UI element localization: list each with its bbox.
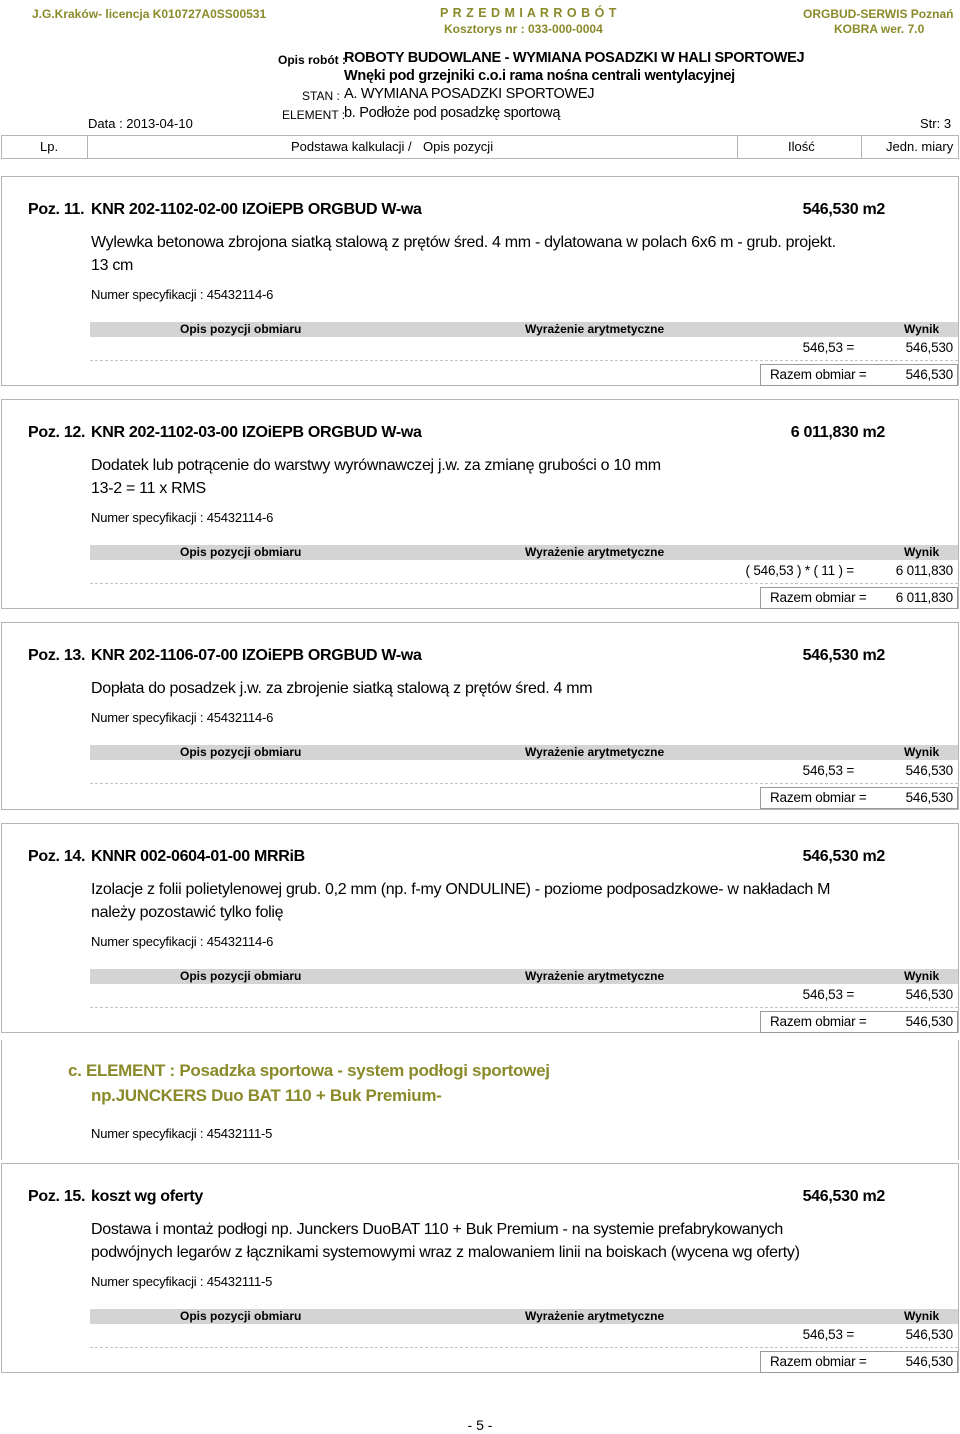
measurement-divider <box>90 1347 958 1348</box>
column-header-row <box>1 135 959 159</box>
measurement-divider <box>90 583 958 584</box>
kosztorys-number: Kosztorys nr : 033-000-0004 <box>444 22 603 36</box>
razem-label: Razem obmiar = <box>770 367 867 382</box>
item-description-2: podwójnych legarów z łącznikami systemowymi wraz z malowaniem linii na boiskach (wycena wg oferty) <box>91 1244 800 1261</box>
measurement-expression-header: Wyrażenie arytmetyczne <box>525 1309 665 1323</box>
item-spec-number: Numer specyfikacji : 45432114-6 <box>91 510 274 525</box>
item-description-2: 13-2 = 11 x RMS <box>91 480 206 497</box>
col-lp: Lp. <box>40 139 59 154</box>
razem-label: Razem obmiar = <box>770 1354 867 1369</box>
razem-label: Razem obmiar = <box>770 590 867 605</box>
measurement-opis-header: Opis pozycji obmiaru <box>180 745 302 759</box>
measurement-result-header: Wynik <box>904 545 940 559</box>
measurement-expression-header: Wyrażenie arytmetyczne <box>525 745 665 759</box>
element-label: ELEMENT : <box>282 108 346 122</box>
item-spec-number: Numer specyfikacji : 45432114-6 <box>91 710 274 725</box>
measurement-header <box>90 1309 958 1324</box>
company-name: ORGBUD-SERWIS Poznań <box>803 7 954 21</box>
measurement-result-header: Wynik <box>904 969 940 983</box>
item-code: KNR 202-1106-07-00 IZOiEPB ORGBUD W-wa <box>91 647 422 664</box>
element-value: b. Podłoże pod posadzkę sportową <box>344 105 561 121</box>
measurement-result: 546,530 <box>905 987 953 1002</box>
measurement-opis-header: Opis pozycji obmiaru <box>180 322 302 336</box>
section-c-subtitle: np.JUNCKERS Duo BAT 110 + Buk Premium- <box>91 1086 442 1105</box>
measurement-header <box>90 969 958 984</box>
item-description-2: należy pozostawić tylko folię <box>91 904 284 921</box>
opis-line-1: ROBOTY BUDOWLANE - WYMIANA POSADZKI W HALI SPORTOWEJ <box>344 50 805 66</box>
measurement-result: 6 011,830 <box>895 563 953 578</box>
measurement-header <box>90 322 958 337</box>
item-quantity: 546,530 m2 <box>802 1188 885 1205</box>
measurement-divider <box>90 360 958 361</box>
measurement-opis-header: Opis pozycji obmiaru <box>180 969 302 983</box>
measurement-result: 546,530 <box>905 340 953 355</box>
document-date: Data : 2013-04-10 <box>88 116 193 131</box>
software-version: KOBRA wer. 7.0 <box>834 22 925 36</box>
measurement-result: 546,530 <box>905 1327 953 1342</box>
stan-label: STAN : <box>302 89 340 103</box>
measurement-expression: 546,53 = <box>802 1327 854 1342</box>
section-c-spec: Numer specyfikacji : 45432111-5 <box>91 1126 273 1141</box>
item-poz: Poz. 14. <box>28 848 86 865</box>
razem-label: Razem obmiar = <box>770 790 867 805</box>
measurement-expression: 546,53 = <box>802 763 854 778</box>
item-code: KNNR 002-0604-01-00 MRRiB <box>91 848 305 865</box>
license-label: J.G.Kraków- licencja K010727A0SS00531 <box>32 7 267 21</box>
page-footer: - 5 - <box>467 1417 493 1433</box>
document-title: P R Z E D M I A R R O B Ó T <box>440 6 617 20</box>
item-code: KNR 202-1102-03-00 IZOiEPB ORGBUD W-wa <box>91 424 422 441</box>
opis-line-2: Wnęki pod grzejniki c.o.i rama nośna centrali wentylacyjnej <box>344 68 735 84</box>
razem-value: 546,530 <box>905 367 953 382</box>
item-spec-number: Numer specyfikacji : 45432114-6 <box>91 934 274 949</box>
razem-value: 546,530 <box>905 1354 953 1369</box>
item-description-1: Dopłata do posadzek j.w. za zbrojenie siatką stalową z prętów śred. 4 mm <box>91 680 593 697</box>
item-poz: Poz. 13. <box>28 647 86 664</box>
item-quantity: 546,530 m2 <box>802 848 885 865</box>
col-jedn: Jedn. miary <box>886 139 954 154</box>
item-description-1: Izolacje z folii polietylenowej grub. 0,2 mm (np. f-my ONDULINE) - poziome podposadzkowe- w nakładach M <box>91 881 831 898</box>
col-podstawa: Podstawa kalkulacji <box>291 139 405 154</box>
measurement-expression: 546,53 = <box>802 340 854 355</box>
measurement-result-header: Wynik <box>904 745 940 759</box>
item-quantity: 6 011,830 m2 <box>790 424 885 441</box>
opis-label: Opis robót : <box>278 53 346 67</box>
item-description-2: 13 cm <box>91 257 134 274</box>
page-number: Str: 3 <box>920 116 952 131</box>
measurement-result-header: Wynik <box>904 322 940 336</box>
measurement-expression-header: Wyrażenie arytmetyczne <box>525 969 665 983</box>
measurement-expression: ( 546,53 ) * ( 11 ) = <box>745 563 854 578</box>
item-code: koszt wg oferty <box>91 1188 203 1205</box>
measurement-expression-header: Wyrażenie arytmetyczne <box>525 545 665 559</box>
item-description-1: Dodatek lub potrącenie do warstwy wyrównawczej j.w. za zmianę grubości o 10 mm <box>91 457 661 474</box>
item-spec-number: Numer specyfikacji : 45432111-5 <box>91 1274 273 1289</box>
measurement-divider <box>90 1007 958 1008</box>
razem-label: Razem obmiar = <box>770 1014 867 1029</box>
measurement-expression-header: Wyrażenie arytmetyczne <box>525 322 665 336</box>
col-ilosc: Ilość <box>788 139 815 154</box>
measurement-opis-header: Opis pozycji obmiaru <box>180 1309 302 1323</box>
measurement-result: 546,530 <box>905 763 953 778</box>
item-poz: Poz. 15. <box>28 1188 86 1205</box>
col-opis: Opis pozycji <box>423 139 494 154</box>
item-quantity: 546,530 m2 <box>802 201 885 218</box>
stan-value: A. WYMIANA POSADZKI SPORTOWEJ <box>344 86 595 102</box>
section-c-title: c. ELEMENT : Posadzka sportowa - system podłogi sportowej <box>68 1061 550 1080</box>
measurement-divider <box>90 783 958 784</box>
measurement-header <box>90 745 958 760</box>
razem-value: 546,530 <box>905 1014 953 1029</box>
measurement-expression: 546,53 = <box>802 987 854 1002</box>
measurement-result-header: Wynik <box>904 1309 940 1323</box>
razem-value: 6 011,830 <box>895 590 953 605</box>
measurement-opis-header: Opis pozycji obmiaru <box>180 545 302 559</box>
col-separator: / <box>408 139 412 154</box>
item-poz: Poz. 11. <box>28 201 85 218</box>
item-spec-number: Numer specyfikacji : 45432114-6 <box>91 287 274 302</box>
item-description-1: Dostawa i montaż podłogi np. Junckers DuoBAT 110 + Buk Premium - na systemie prefabrykowanych <box>91 1221 783 1238</box>
item-code: KNR 202-1102-02-00 IZOiEPB ORGBUD W-wa <box>91 201 422 218</box>
razem-value: 546,530 <box>905 790 953 805</box>
measurement-header <box>90 545 958 560</box>
item-poz: Poz. 12. <box>28 424 86 441</box>
item-quantity: 546,530 m2 <box>802 647 885 664</box>
item-description-1: Wylewka betonowa zbrojona siatką stalową z prętów śred. 4 mm - dylatowana w polach 6x6 m - grub. projekt. <box>91 234 836 251</box>
